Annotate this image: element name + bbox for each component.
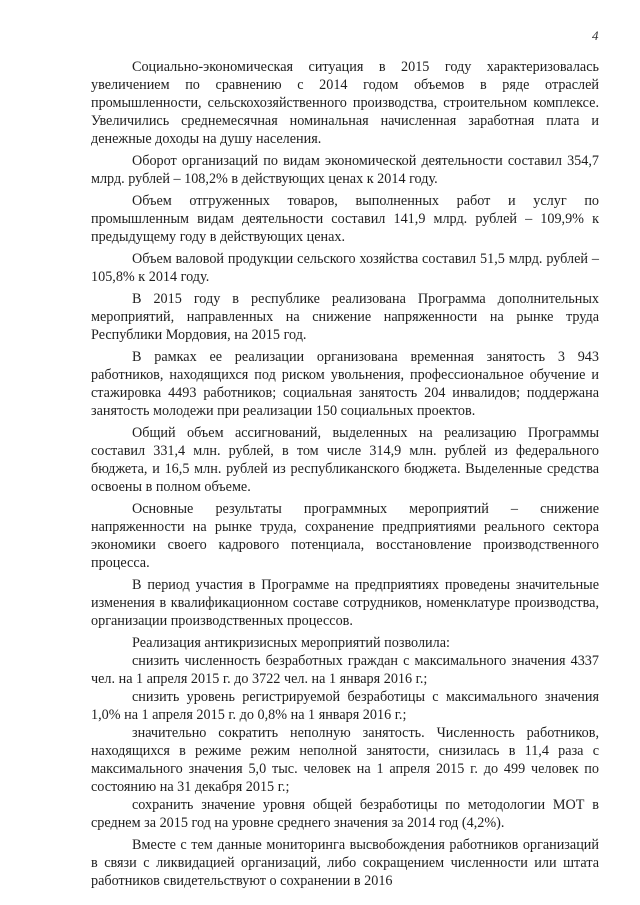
paragraph: В рамках ее реализации организована временная занятость 3 943 работников, находящихся под риском увольнения, профессиональное обучение и стажировка 4493 работников; социальная занятость 204 инвалидов; поддержана занятость молодежи при реализации 150 социальных проектов. bbox=[91, 349, 599, 419]
paragraph: Общий объем ассигнований, выделенных на реализацию Программы составил 331,4 млн. рублей, в том числе 314,9 млн. рублей из федерального бюджета, и 16,5 млн. рублей из республиканского бюджета. Выделенные средства освоены в полном объеме. bbox=[91, 425, 599, 495]
list-item: сохранить значение уровня общей безработицы по методологии МОТ в среднем за 2015 год на уровне среднего значения за 2014 год (4,2%). bbox=[91, 797, 599, 831]
list-item: значительно сократить неполную занятость. Численность работников, находящихся в режиме режим неполной занятости, снизилась в 11,4 раза с максимального значения 5,0 тыс. человек на 1 апреля 2015 г. до 499 человек по состоянию на 31 декабря 2015 г.; bbox=[91, 725, 599, 795]
paragraph: Основные результаты программных мероприятий – снижение напряженности на рынке труда, сохранение предприятиями реального сектора экономики своего кадрового потенциала, восстановление производственного процесса. bbox=[91, 501, 599, 571]
paragraph: В 2015 году в республике реализована Программа дополнительных мероприятий, направленных на снижение напряженности на рынке труда Республики Мордовия, на 2015 год. bbox=[91, 291, 599, 343]
paragraph: Реализация антикризисных мероприятий позволила: bbox=[132, 635, 450, 651]
list-item: снизить численность безработных граждан с максимального значения 4337 чел. на 1 апреля 2015 г. до 3722 чел. на 1 января 2016 г.; bbox=[91, 653, 599, 687]
paragraph: Оборот организаций по видам экономической деятельности составил 354,7 млрд. рублей – 108,2% в действующих ценах к 2014 году. bbox=[91, 153, 599, 187]
paragraph: Вместе с тем данные мониторинга высвобождения работников организаций в связи с ликвидацией организаций, либо сокращением численности или штата работников свидетельствуют о сохранении в 2016 bbox=[91, 837, 599, 889]
document-body bbox=[91, 58, 599, 894]
paragraph: Объем валовой продукции сельского хозяйства составил 51,5 млрд. рублей – 105,8% к 2014 году. bbox=[91, 251, 599, 285]
paragraph: В период участия в Программе на предприятиях проведены значительные изменения в квалификационном составе сотрудников, номенклатуре производства, организации производственных процессов. bbox=[91, 577, 599, 629]
page-number: 4 bbox=[592, 28, 599, 43]
paragraph: Объем отгруженных товаров, выполненных работ и услуг по промышленным видам деятельности составил 141,9 млрд. рублей – 109,9% к предыдущему году в действующих ценах. bbox=[91, 193, 599, 245]
list-item: снизить уровень регистрируемой безработицы с максимального значения 1,0% на 1 апреля 2015 г. до 0,8% на 1 января 2016 г.; bbox=[91, 689, 599, 723]
paragraph: Социально-экономическая ситуация в 2015 году характеризовалась увеличением по сравнению с 2014 годом объемов в ряде отраслей промышленности, сельскохозяйственного производства, строительном комплексе. Увеличились среднемесячная номинальная начисленная заработная плата и денежные доходы на душу населения. bbox=[91, 59, 599, 147]
